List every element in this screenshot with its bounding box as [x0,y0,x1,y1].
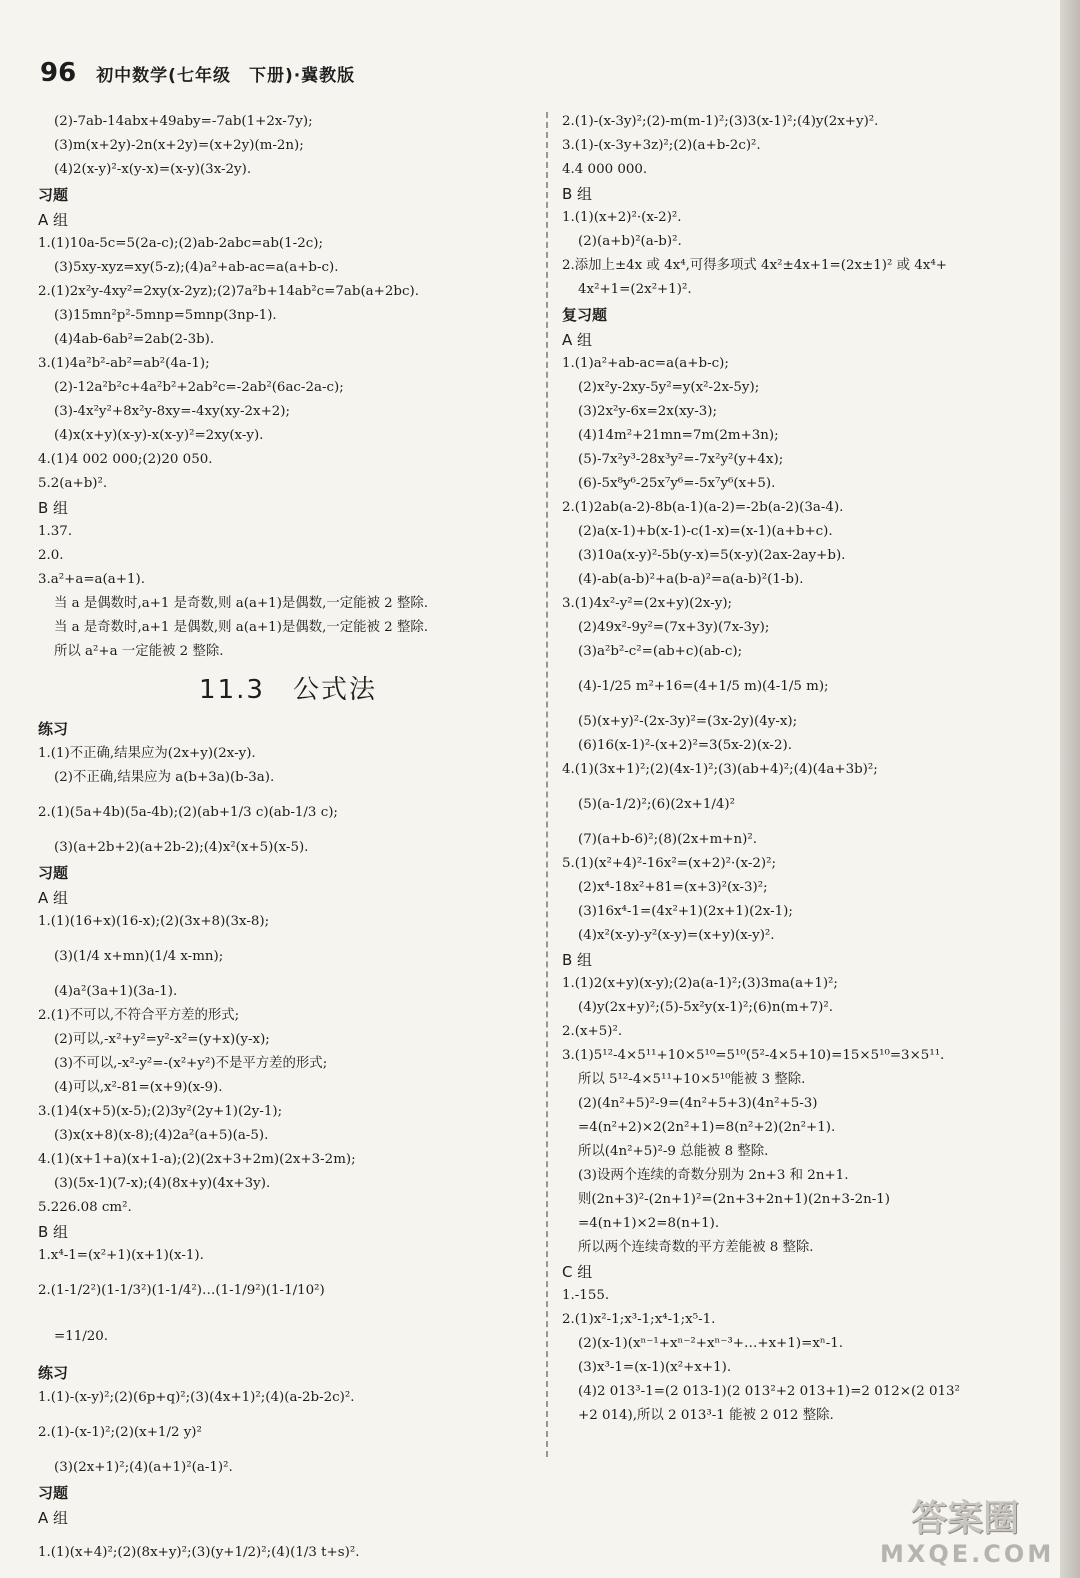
answer-line: (3)(1/4 x+mn)(1/4 x-mn); [54,949,224,964]
answer-line: (2)(x-1)(xⁿ⁻¹+xⁿ⁻²+xⁿ⁻³+…+x+1)=xⁿ-1. [578,1336,843,1351]
section-heading: 复习题 [562,306,608,324]
answer-line: (2)(a+b)²(a-b)². [578,234,682,249]
answer-line: (5)-7x²y³-28x³y²=-7x²y²(y+4x); [578,452,784,467]
answer-line: 1.(1)10a-5c=5(2a-c);(2)ab-2abc=ab(1-2c); [38,236,323,251]
answer-line: (2)x⁴-18x²+81=(x+3)²(x-3)²; [578,880,768,895]
answer-line: 1.(1)(16+x)(16-x);(2)(3x+8)(3x-8); [38,914,270,929]
section-heading: 练习 [38,1364,69,1382]
answer-line: =4(n+1)×2=8(n+1). [578,1216,720,1231]
answer-line: 5.2(a+b)². [38,476,108,491]
answer-line: 所以(4n²+5)²-9 总能被 8 整除. [578,1144,769,1159]
section-heading: 习题 [38,864,69,882]
answer-line: (2)-7ab-14abx+49aby=-7ab(1+2x-7y); [54,114,313,129]
answer-line: (3)(2x+1)²;(4)(a+1)²(a-1)². [54,1460,233,1475]
group-heading: A 组 [562,331,593,349]
answer-line: 2.(1-1/2²)(1-1/3²)(1-1/4²)…(1-1/9²)(1-1/10²) [38,1283,325,1298]
column-divider [546,112,548,1457]
answer-line: 2.添加上±4x 或 4x⁴,可得多项式 4x²±4x+1=(2x±1)² 或 4x⁴+ [562,258,947,273]
answer-line: 1.(1)2(x+y)(x-y);(2)a(a-1)²;(3)3ma(a+1)²; [562,976,838,991]
section-heading: 习题 [38,1484,69,1502]
answer-line: (3)(a+2b+2)(a+2b-2);(4)x²(x+5)(x-5). [54,840,309,855]
answer-line: (7)(a+b-6)²;(8)(2x+m+n)². [578,832,757,847]
answer-line: (2)不正确,结果应为 a(b+3a)(b-3a). [54,770,275,785]
answer-line: 所以 5¹²-4×5¹¹+10×5¹⁰能被 3 整除. [578,1072,806,1087]
answer-line: (6)16(x-1)²-(x+2)²=3(5x-2)(x-2). [578,738,792,753]
answer-line: (3)(5x-1)(7-x);(4)(8x+y)(4x+3y). [54,1176,271,1191]
answer-line: (2)可以,-x²+y²=y²-x²=(y+x)(y-x); [54,1032,270,1047]
answer-line: 1.-155. [562,1288,610,1303]
answer-line: 2.(1)-(x-1)²;(2)(x+1/2 y)² [38,1425,202,1440]
answer-line: (4)a²(3a+1)(3a-1). [54,984,178,999]
answer-line: 2.(1)x²-1;x³-1;x⁴-1;x⁵-1. [562,1312,716,1327]
group-heading: A 组 [38,1509,69,1527]
answer-line: 2.(1)2x²y-4xy²=2xy(x-2yz);(2)7a²b+14ab²c=7ab(a+2bc). [38,284,419,299]
answer-line: (2)a(x-1)+b(x-1)-c(1-x)=(x-1)(a+b+c). [578,524,833,539]
answer-line: (3)设两个连续的奇数分别为 2n+3 和 2n+1. [578,1168,849,1183]
answer-line: 1.(1)-(x-y)²;(2)(6p+q)²;(3)(4x+1)²;(4)(a-2b-2c)². [38,1390,355,1405]
answer-line: (5)(x+y)²-(2x-3y)²=(3x-2y)(4y-x); [578,714,798,729]
answer-line: 5.226.08 cm². [38,1200,132,1215]
answer-line: (4)y(2x+y)²;(5)-5x²y(x-1)²;(6)n(m+7)². [578,1000,834,1015]
answer-line: 2.(x+5)². [562,1024,623,1039]
answer-line: (3)x³-1=(x-1)(x²+x+1). [578,1360,732,1375]
group-heading: A 组 [38,211,69,229]
answer-line: (3)-4x²y²+8x²y-8xy=-4xy(xy-2x+2); [54,404,291,419]
answer-line: (4)-ab(a-b)²+a(b-a)²=a(a-b)²(1-b). [578,572,804,587]
answer-line: 2.0. [38,548,64,563]
answer-line: 1.(1)(x+4)²;(2)(8x+y)²;(3)(y+1/2)²;(4)(1/3 t+s)². [38,1545,360,1560]
answer-line: +2 014),所以 2 013³-1 能被 2 012 整除. [578,1408,834,1423]
answer-line: 3.(1)5¹²-4×5¹¹+10×5¹⁰=5¹⁰(5²-4×5+10)=15×5¹⁰=3×5¹¹. [562,1048,945,1063]
answer-line: 3.(1)4x²-y²=(2x+y)(2x-y); [562,596,733,611]
group-heading: C 组 [562,1263,593,1281]
watermark-logo [880,1498,1055,1572]
book-title: 初中数学(七年级 下册)·冀教版 [96,66,356,86]
answer-line: (2)-12a²b²c+4a²b²+2ab²c=-2ab²(6ac-2a-c); [54,380,344,395]
answer-line: (4)2 013³-1=(2 013-1)(2 013²+2 013+1)=2 012×(2 013² [578,1384,960,1399]
section-heading: 习题 [38,186,69,204]
answer-line: (3)2x²y-6x=2x(xy-3); [578,404,717,419]
group-heading: B 组 [562,951,593,969]
answer-line: 4.(1)(3x+1)²;(2)(4x-1)²;(3)(ab+4)²;(4)(4a+3b)²; [562,762,878,777]
answer-line: (4)14m²+21mn=7m(2m+3n); [578,428,779,443]
right-column [562,110,1052,1428]
answer-line: 1.(1)不正确,结果应为(2x+y)(2x-y). [38,746,256,761]
page-edge [1060,0,1080,1578]
answer-line: =4(n²+2)×2(2n²+1)=8(n²+2)(2n²+1). [578,1120,836,1135]
watermark-text: 答案圈 [910,1498,1019,1539]
answer-line: 3.(1)4a²b²-ab²=ab²(4a-1); [38,356,210,371]
watermark-domain: MXQE.COM [880,1540,1055,1568]
answer-line: 1.37. [38,524,73,539]
page-header [40,58,540,98]
answer-line: 4x²+1=(2x²+1)². [578,282,692,297]
answer-line: 当 a 是偶数时,a+1 是奇数,则 a(a+1)是偶数,一定能被 2 整除. [54,596,428,611]
chapter-title: 11.3 公式法 [199,675,377,705]
answer-line: 则(2n+3)²-(2n+1)²=(2n+3+2n+1)(2n+3-2n-1) [578,1192,891,1207]
answer-line: 所以 a²+a 一定能被 2 整除. [54,644,224,659]
answer-line: (4)可以,x²-81=(x+9)(x-9). [54,1080,223,1095]
answer-line: 2.(1)(5a+4b)(5a-4b);(2)(ab+1/3 c)(ab-1/3 c); [38,805,338,820]
group-heading: B 组 [38,499,69,517]
answer-line: (6)-5x⁸y⁶-25x⁷y⁶=-5x⁷y⁶(x+5). [578,476,776,491]
answer-line: 4.4 000 000. [562,162,648,177]
page-number: 96 [40,58,77,88]
answer-line: (3)16x⁴-1=(4x²+1)(2x+1)(2x-1); [578,904,793,919]
answer-line: 1.(1)(x+2)²·(x-2)². [562,210,682,225]
answer-line: (4)2(x-y)²-x(y-x)=(x-y)(3x-2y). [54,162,252,177]
left-column [38,110,538,1576]
answer-line: 3.(1)4(x+5)(x-5);(2)3y²(2y+1)(2y-1); [38,1104,283,1119]
answer-line: (2)x²y-2xy-5y²=y(x²-2x-5y); [578,380,760,395]
answer-line: 1.(1)a²+ab-ac=a(a+b-c); [562,356,729,371]
answer-line: 3.(1)-(x-3y+3z)²;(2)(a+b-2c)². [562,138,761,153]
answer-line: (3)x(x+8)(x-8);(4)2a²(a+5)(a-5). [54,1128,269,1143]
answer-line: 4.(1)4 002 000;(2)20 050. [38,452,213,467]
group-heading: B 组 [38,1223,69,1241]
answer-line: 1.x⁴-1=(x²+1)(x+1)(x-1). [38,1248,204,1263]
answer-line: 当 a 是奇数时,a+1 是偶数,则 a(a+1)是偶数,一定能被 2 整除. [54,620,428,635]
answer-line: (3)m(x+2y)-2n(x+2y)=(x+2y)(m-2n); [54,138,304,153]
group-heading: B 组 [562,185,593,203]
answer-line: (4)x(x+y)(x-y)-x(x-y)²=2xy(x-y). [54,428,264,443]
answer-line: (2)(4n²+5)²-9=(4n²+5+3)(4n²+5-3) [578,1096,818,1111]
answer-line: (3)10a(x-y)²-5b(y-x)=5(x-y)(2ax-2ay+b). [578,548,846,563]
answer-line: 所以两个连续奇数的平方差能被 8 整除. [578,1240,814,1255]
answer-line: (3)a²b²-c²=(ab+c)(ab-c); [578,644,743,659]
answer-line: 4.(1)(x+1+a)(x+1-a);(2)(2x+3+2m)(2x+3-2m); [38,1152,356,1167]
answer-line: 5.(1)(x²+4)²-16x²=(x+2)²·(x-2)²; [562,856,776,871]
answer-line: 3.a²+a=a(a+1). [38,572,145,587]
answer-line: (3)15mn²p²-5mnp=5mnp(3np-1). [54,308,277,323]
answer-line: (4)x²(x-y)-y²(x-y)=(x+y)(x-y)². [578,928,775,943]
answer-line: (4)4ab-6ab²=2ab(2-3b). [54,332,215,347]
answer-line: (3)5xy-xyz=xy(5-z);(4)a²+ab-ac=a(a+b-c). [54,260,339,275]
answer-line: 2.(1)不可以,不符合平方差的形式; [38,1008,240,1023]
group-heading: A 组 [38,889,69,907]
answer-line: =11/20. [54,1329,109,1344]
section-heading: 练习 [38,720,69,738]
answer-line: (3)不可以,-x²-y²=-(x²+y²)不是平方差的形式; [54,1056,328,1071]
answer-line: (2)49x²-9y²=(7x+3y)(7x-3y); [578,620,770,635]
answer-line: (5)(a-1/2)²;(6)(2x+1/4)² [578,797,735,812]
answer-line: (4)-1/25 m²+16=(4+1/5 m)(4-1/5 m); [578,679,829,694]
answer-line: 2.(1)-(x-3y)²;(2)-m(m-1)²;(3)3(x-1)²;(4)y(2x+y)². [562,114,879,129]
answer-line: 2.(1)2ab(a-2)-8b(a-1)(a-2)=-2b(a-2)(3a-4). [562,500,844,515]
